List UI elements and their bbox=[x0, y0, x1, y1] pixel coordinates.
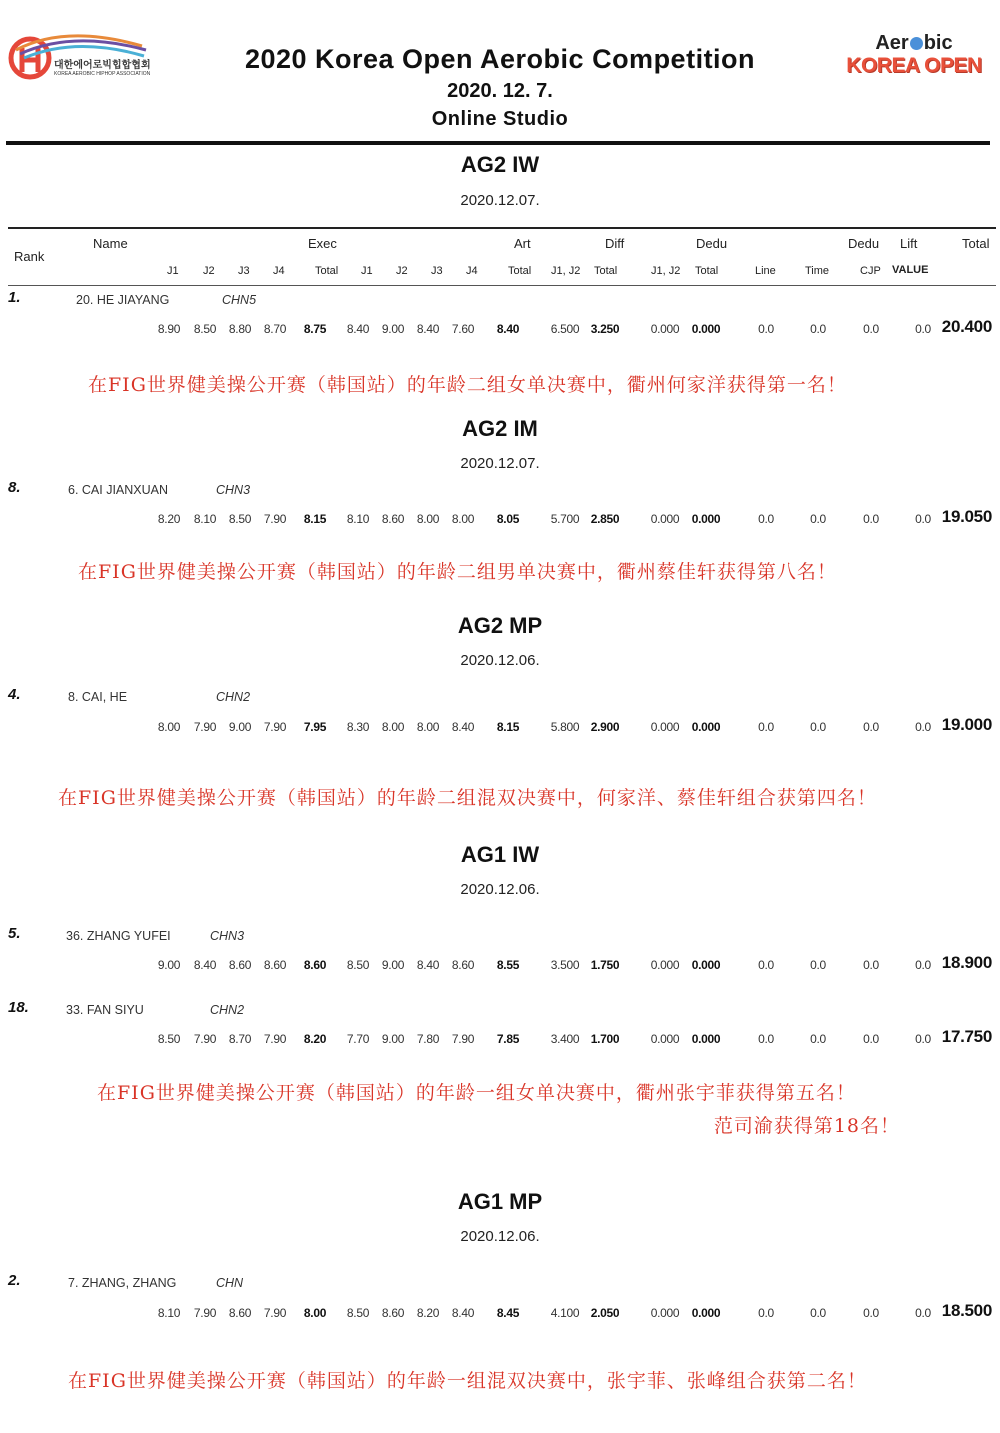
time-deduction: 0.0 bbox=[810, 512, 826, 526]
col-exec-j2: J2 bbox=[203, 265, 215, 277]
athlete-rank: 18. bbox=[8, 999, 29, 1016]
art-score-j1: 8.50 bbox=[346, 958, 370, 972]
final-total: 18.500 bbox=[941, 1301, 992, 1320]
lift-value: 0.0 bbox=[915, 1306, 931, 1320]
dedu-total: 0.000 bbox=[691, 720, 721, 734]
col-art-j2: J2 bbox=[396, 265, 408, 277]
final-total: 17.750 bbox=[941, 1027, 992, 1046]
athlete-rank: 1. bbox=[8, 289, 21, 306]
cjp-deduction: 0.0 bbox=[863, 512, 879, 526]
art-score-j4: 8.40 bbox=[451, 1306, 475, 1320]
exec-score-j1: 8.50 bbox=[157, 1032, 181, 1046]
art-score-j4: 8.40 bbox=[451, 720, 475, 734]
event-title: AG2 IM bbox=[462, 416, 538, 441]
exec-score-j2: 7.90 bbox=[193, 1306, 217, 1320]
athlete-country: CHN3 bbox=[210, 929, 245, 943]
exec-score-j1: 8.10 bbox=[157, 1306, 181, 1320]
col-exec-j1: J1 bbox=[167, 265, 179, 277]
final-total: 19.000 bbox=[941, 715, 992, 734]
document-date: 2020. 12. 7. bbox=[447, 80, 553, 102]
cjp-deduction: 0.0 bbox=[863, 720, 879, 734]
col-exec-total: Total bbox=[315, 265, 339, 277]
athlete-name: 8. CAI, HE bbox=[68, 690, 128, 704]
exec-total: 8.20 bbox=[303, 1032, 327, 1046]
event-date: 2020.12.06. bbox=[460, 881, 540, 898]
art-total: 8.40 bbox=[496, 322, 520, 336]
athlete-rank: 2. bbox=[8, 1272, 21, 1289]
exec-score-j1: 9.00 bbox=[157, 958, 181, 972]
exec-score-j4: 8.60 bbox=[263, 958, 287, 972]
diff-total: 3.250 bbox=[590, 322, 620, 336]
col-exec-j4: J4 bbox=[273, 265, 285, 277]
dedu-score: 0.000 bbox=[650, 958, 680, 972]
event-date: 2020.12.06. bbox=[460, 652, 540, 669]
exec-score-j1: 8.00 bbox=[157, 720, 181, 734]
col-diff: Diff bbox=[605, 236, 625, 251]
col-art: Art bbox=[514, 236, 531, 251]
art-score-j3: 8.40 bbox=[416, 958, 440, 972]
art-score-j1: 8.10 bbox=[346, 512, 370, 526]
exec-score-j4: 7.90 bbox=[263, 1032, 287, 1046]
exec-score-j3: 8.60 bbox=[228, 1306, 252, 1320]
diff-total: 1.700 bbox=[590, 1032, 620, 1046]
col-dedu: Dedu bbox=[696, 236, 728, 251]
dedu-total: 0.000 bbox=[691, 1306, 721, 1320]
col-exec-j3: J3 bbox=[238, 265, 250, 277]
art-score-j4: 8.60 bbox=[451, 958, 475, 972]
diff-total: 2.850 bbox=[590, 512, 620, 526]
col-name: Name bbox=[93, 236, 128, 251]
athlete-name: 6. CAI JIANXUAN bbox=[68, 483, 169, 497]
art-score-j3: 8.00 bbox=[416, 720, 440, 734]
athlete-country: CHN5 bbox=[222, 293, 257, 307]
col-art-j4: J4 bbox=[466, 265, 478, 277]
document-venue: Online Studio bbox=[431, 108, 569, 130]
art-score-j3: 8.20 bbox=[416, 1306, 440, 1320]
event-title: AG2 MP bbox=[457, 613, 543, 638]
col-time: Time bbox=[805, 265, 830, 277]
diff-score: 5.700 bbox=[550, 512, 580, 526]
cjp-deduction: 0.0 bbox=[863, 1306, 879, 1320]
lift-value: 0.0 bbox=[915, 720, 931, 734]
art-total: 8.15 bbox=[496, 720, 520, 734]
line-deduction: 0.0 bbox=[758, 958, 774, 972]
event-date: 2020.12.07. bbox=[460, 192, 540, 209]
art-score-j4: 7.60 bbox=[451, 322, 475, 336]
art-score-j2: 9.00 bbox=[381, 1032, 405, 1046]
art-score-j2: 9.00 bbox=[381, 958, 405, 972]
art-score-j1: 7.70 bbox=[346, 1032, 370, 1046]
exec-score-j3: 9.00 bbox=[228, 720, 252, 734]
line-deduction: 0.0 bbox=[758, 512, 774, 526]
dedu-total: 0.000 bbox=[691, 958, 721, 972]
dedu-total: 0.000 bbox=[691, 322, 721, 336]
time-deduction: 0.0 bbox=[810, 322, 826, 336]
athlete-country: CHN3 bbox=[216, 483, 251, 497]
lift-value: 0.0 bbox=[915, 958, 931, 972]
art-total: 8.05 bbox=[496, 512, 520, 526]
exec-score-j2: 7.90 bbox=[193, 1032, 217, 1046]
diff-total: 1.750 bbox=[590, 958, 620, 972]
result-note: 在FIG世界健美操公开赛（韩国站）的年龄二组混双决赛中，何家洋、蔡佳轩组合获第四名！ bbox=[58, 787, 877, 809]
art-score-j2: 8.00 bbox=[381, 720, 405, 734]
time-deduction: 0.0 bbox=[810, 1306, 826, 1320]
dedu-score: 0.000 bbox=[650, 1032, 680, 1046]
art-score-j2: 8.60 bbox=[381, 512, 405, 526]
association-name-ko: 대한에어로빅힙합협회 bbox=[54, 60, 151, 71]
lift-value: 0.0 bbox=[915, 322, 931, 336]
line-deduction: 0.0 bbox=[758, 1032, 774, 1046]
col-total: Total bbox=[962, 236, 990, 251]
logo-aerobic-text: Aer bic bbox=[875, 32, 953, 54]
athlete-name: 7. ZHANG, ZHANG bbox=[68, 1276, 177, 1290]
result-note: 在FIG世界健美操公开赛（韩国站）的年龄一组混双决赛中，张宇菲、张峰组合获第二名！ bbox=[68, 1370, 867, 1392]
table-header-rule-bottom bbox=[8, 285, 996, 286]
athlete-country: CHN2 bbox=[210, 1003, 245, 1017]
result-note: 在FIG世界健美操公开赛（韩国站）的年龄一组女单决赛中，衢州张宇菲获得第五名！ bbox=[97, 1082, 856, 1104]
cjp-deduction: 0.0 bbox=[863, 322, 879, 336]
dedu-score: 0.000 bbox=[650, 720, 680, 734]
event-title: AG2 IW bbox=[460, 152, 540, 177]
art-score-j1: 8.30 bbox=[346, 720, 370, 734]
exec-score-j2: 7.90 bbox=[193, 720, 217, 734]
art-score-j4: 7.90 bbox=[451, 1032, 475, 1046]
athlete-country: CHN bbox=[216, 1276, 244, 1290]
art-score-j3: 8.40 bbox=[416, 322, 440, 336]
exec-total: 8.15 bbox=[303, 512, 327, 526]
diff-score: 6.500 bbox=[550, 322, 580, 336]
cjp-deduction: 0.0 bbox=[863, 1032, 879, 1046]
exec-score-j1: 8.20 bbox=[157, 512, 181, 526]
art-score-j3: 8.00 bbox=[416, 512, 440, 526]
exec-score-j4: 7.90 bbox=[263, 720, 287, 734]
col-art-j3: J3 bbox=[431, 265, 443, 277]
logo-korea-open-text: KOREA OPEN bbox=[846, 54, 982, 77]
exec-score-j4: 8.70 bbox=[263, 322, 287, 336]
art-score-j4: 8.00 bbox=[451, 512, 475, 526]
diff-score: 5.800 bbox=[550, 720, 580, 734]
athlete-rank: 5. bbox=[8, 925, 21, 942]
col-dedu-j1j2: J1, J2 bbox=[651, 265, 681, 277]
exec-total: 8.00 bbox=[303, 1306, 327, 1320]
final-total: 20.400 bbox=[941, 317, 992, 336]
table-header-rule-top bbox=[8, 227, 996, 229]
exec-score-j4: 7.90 bbox=[263, 512, 287, 526]
dedu-total: 0.000 bbox=[691, 512, 721, 526]
line-deduction: 0.0 bbox=[758, 1306, 774, 1320]
exec-score-j3: 8.80 bbox=[228, 322, 252, 336]
line-deduction: 0.0 bbox=[758, 720, 774, 734]
lift-value: 0.0 bbox=[915, 512, 931, 526]
athlete-country: CHN2 bbox=[216, 690, 251, 704]
exec-score-j3: 8.60 bbox=[228, 958, 252, 972]
art-total: 8.55 bbox=[496, 958, 520, 972]
exec-score-j4: 7.90 bbox=[263, 1306, 287, 1320]
diff-score: 4.100 bbox=[550, 1306, 580, 1320]
col-exec: Exec bbox=[308, 236, 337, 251]
art-score-j2: 9.00 bbox=[381, 322, 405, 336]
art-score-j3: 7.80 bbox=[416, 1032, 440, 1046]
event-date: 2020.12.07. bbox=[460, 455, 540, 472]
col-cjp: CJP bbox=[860, 265, 881, 277]
art-score-j1: 8.40 bbox=[346, 322, 370, 336]
time-deduction: 0.0 bbox=[810, 720, 826, 734]
event-title: AG1 MP bbox=[457, 1189, 543, 1214]
col-lift: Lift bbox=[900, 236, 918, 251]
line-deduction: 0.0 bbox=[758, 322, 774, 336]
header-divider bbox=[6, 141, 990, 145]
diff-total: 2.900 bbox=[590, 720, 620, 734]
exec-score-j1: 8.90 bbox=[157, 322, 181, 336]
time-deduction: 0.0 bbox=[810, 1032, 826, 1046]
result-note: 在FIG世界健美操公开赛（韩国站）的年龄二组男单决赛中，衢州蔡佳轩获得第八名！ bbox=[78, 561, 837, 583]
col-dedu-cjp: Dedu bbox=[848, 236, 880, 251]
cjp-deduction: 0.0 bbox=[863, 958, 879, 972]
athlete-rank: 8. bbox=[8, 479, 21, 496]
art-score-j2: 8.60 bbox=[381, 1306, 405, 1320]
event-date: 2020.12.06. bbox=[460, 1228, 540, 1245]
final-total: 18.900 bbox=[941, 953, 992, 972]
dedu-total: 0.000 bbox=[691, 1032, 721, 1046]
exec-score-j2: 8.50 bbox=[193, 322, 217, 336]
exec-score-j3: 8.70 bbox=[228, 1032, 252, 1046]
diff-score: 3.500 bbox=[550, 958, 580, 972]
event-title: AG1 IW bbox=[460, 842, 540, 867]
col-diff-total: Total bbox=[594, 265, 618, 277]
result-note: 范司渝获得第18名！ bbox=[713, 1115, 900, 1137]
dedu-score: 0.000 bbox=[650, 512, 680, 526]
final-total: 19.050 bbox=[941, 507, 992, 526]
col-rank: Rank bbox=[14, 249, 45, 264]
col-line: Line bbox=[755, 265, 776, 277]
exec-total: 8.60 bbox=[303, 958, 327, 972]
dedu-score: 0.000 bbox=[650, 1306, 680, 1320]
col-art-total: Total bbox=[508, 265, 532, 277]
col-art-j1: J1 bbox=[361, 265, 373, 277]
exec-score-j2: 8.10 bbox=[193, 512, 217, 526]
athlete-name: 36. ZHANG YUFEI bbox=[66, 929, 171, 943]
col-value: VALUE bbox=[892, 264, 929, 276]
art-score-j1: 8.50 bbox=[346, 1306, 370, 1320]
exec-score-j3: 8.50 bbox=[228, 512, 252, 526]
athlete-name: 33. FAN SIYU bbox=[66, 1003, 144, 1017]
col-diff-j1j2: J1, J2 bbox=[551, 265, 581, 277]
document-title: 2020 Korea Open Aerobic Competition bbox=[244, 44, 756, 74]
time-deduction: 0.0 bbox=[810, 958, 826, 972]
dedu-score: 0.000 bbox=[650, 322, 680, 336]
diff-total: 2.050 bbox=[590, 1306, 620, 1320]
exec-total: 8.75 bbox=[303, 322, 327, 336]
association-name-en: KOREA AEROBIC HIPHOP ASSOCIATION bbox=[54, 71, 151, 77]
result-note: 在FIG世界健美操公开赛（韩国站）的年龄二组女单决赛中，衢州何家洋获得第一名！ bbox=[88, 374, 847, 396]
art-total: 7.85 bbox=[496, 1032, 520, 1046]
art-total: 8.45 bbox=[496, 1306, 520, 1320]
athlete-rank: 4. bbox=[8, 686, 21, 703]
athlete-name: 20. HE JIAYANG bbox=[76, 293, 170, 307]
col-dedu-total: Total bbox=[695, 265, 719, 277]
exec-score-j2: 8.40 bbox=[193, 958, 217, 972]
exec-total: 7.95 bbox=[303, 720, 327, 734]
lift-value: 0.0 bbox=[915, 1032, 931, 1046]
diff-score: 3.400 bbox=[550, 1032, 580, 1046]
